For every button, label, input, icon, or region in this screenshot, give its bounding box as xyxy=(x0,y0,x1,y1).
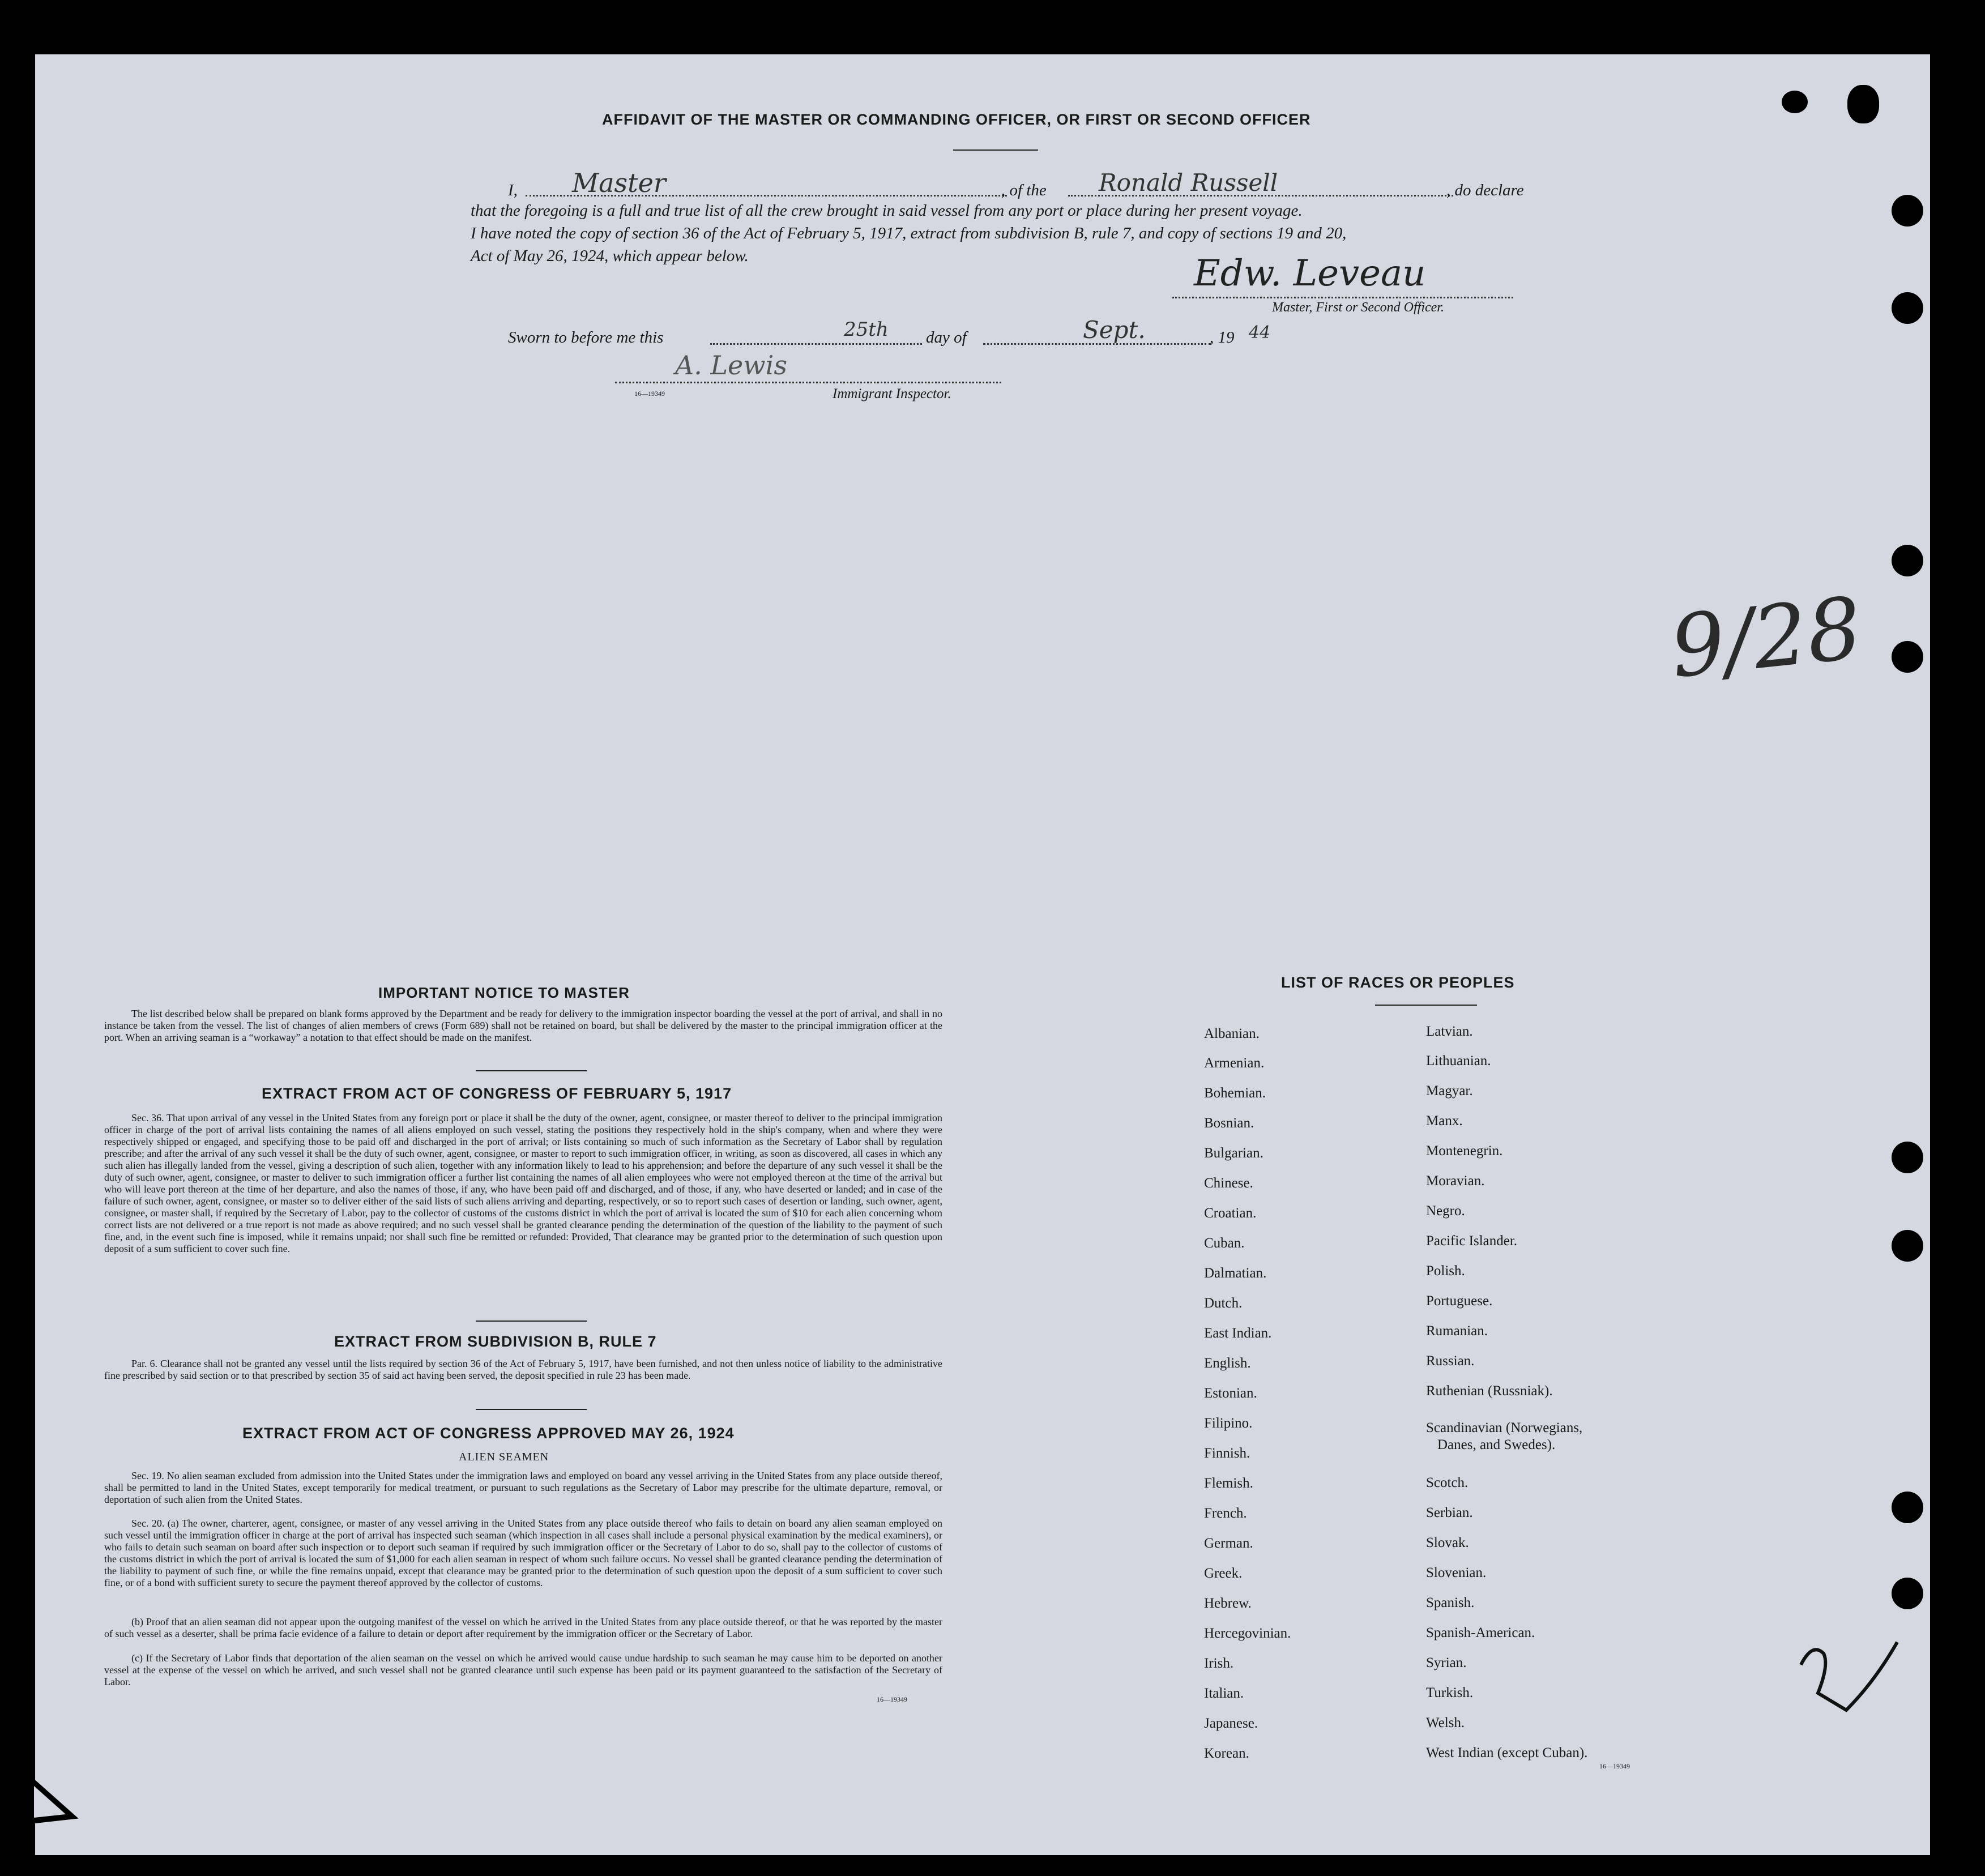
race-list-item: Slovak. xyxy=(1426,1535,1469,1550)
inspector-signature: A. Lewis xyxy=(675,350,787,381)
race-list-item: Pacific Islander. xyxy=(1426,1233,1518,1249)
race-list-item: Lithuanian. xyxy=(1426,1053,1491,1069)
punch-hole xyxy=(1892,1492,1923,1523)
race-list-item: East Indian. xyxy=(1204,1326,1272,1341)
rule7-text: Par. 6. Clearance shall not be granted any vessel until the lists required by section 36 of the Act of February 5, 1917, have been furnished, and not then unless notice of liability to the administrative fine prescribed by said section or to that prescribed by section 35 of said act having been served, the deposit specified in rule 23 has been made. xyxy=(104,1358,942,1381)
affidavit-title: AFFIDAVIT OF THE MASTER OR COMMANDING OFFICER, OR FIRST OR SECOND OFFICER xyxy=(602,111,1311,128)
year-handwritten: 44 xyxy=(1249,323,1271,343)
race-list-item: Bosnian. xyxy=(1204,1116,1254,1131)
sec20c-text: (c) If the Secretary of Labor finds that deportation of the alien seaman on the vessel on which he arrived would cause undue hardship to such seaman he may cause him to be deported on another vessel at the expense of the vessel on which he arrived, and such vessel shall not be granted clearance until such expense has been paid or its payment guaranteed to the satisfaction of the Secretary of Labor. xyxy=(104,1652,942,1687)
title-rule xyxy=(953,149,1038,151)
rule7-rule xyxy=(476,1409,587,1410)
notice-rule xyxy=(476,1070,587,1071)
notice-title: IMPORTANT NOTICE TO MASTER xyxy=(378,984,630,1001)
inspector-caption: Immigrant Inspector. xyxy=(833,386,951,401)
ink-blot xyxy=(1782,91,1808,113)
race-list-item: Polish. xyxy=(1426,1263,1465,1279)
race-list-item: Manx. xyxy=(1426,1113,1463,1129)
sec19-text: Sec. 19. No alien seaman excluded from admission into the United States under the immigration laws and employed on board any vessel arriving in the United States from any place outside thereof, shall be permitted to land in the United States, except temporarily for medical treatment, or pursuant to such regulations as the Secretary of Labor may prescribe for the ultimate departure, removal, or deportation of such alien from the United States. xyxy=(104,1470,942,1505)
i-label: I, xyxy=(508,181,518,199)
do-declare-label: , do declare xyxy=(1446,181,1524,199)
race-list-item: Spanish-American. xyxy=(1426,1625,1535,1640)
race-list-item: Scotch. xyxy=(1426,1475,1469,1490)
race-list-item: Cuban. xyxy=(1204,1236,1245,1251)
vessel-name-handwritten: Ronald Russell xyxy=(1099,169,1278,196)
race-list-item: Greek. xyxy=(1204,1566,1243,1581)
race-list-item: Estonian. xyxy=(1204,1386,1257,1401)
rule7-title: EXTRACT FROM SUBDIVISION B, RULE 7 xyxy=(334,1333,657,1350)
races-rule xyxy=(1375,1005,1477,1006)
ink-blot xyxy=(1847,85,1879,123)
officer-signature-line xyxy=(1172,297,1513,298)
race-list-item: Russian. xyxy=(1426,1353,1475,1369)
affidavit-line-2: that the foregoing is a full and true list of all the crew brought in said vessel from any port or place during her present voyage. xyxy=(471,202,1303,220)
affidavit-line-4: Act of May 26, 1924, which appear below. xyxy=(471,247,749,265)
extract-1917-rule xyxy=(476,1321,587,1322)
race-list-item: Korean. xyxy=(1204,1746,1249,1761)
race-list-item: Magyar. xyxy=(1426,1083,1473,1099)
race-list-item: Albanian. xyxy=(1204,1026,1260,1041)
officer-signature: Edw. Leveau xyxy=(1194,253,1426,294)
race-list-item: Slovenian. xyxy=(1426,1565,1487,1580)
race-list-item: Japanese. xyxy=(1204,1716,1258,1731)
race-list-item: German. xyxy=(1204,1536,1253,1551)
sworn-label: Sworn to before me this xyxy=(508,328,664,347)
race-list-item: Dutch. xyxy=(1204,1296,1243,1311)
margin-handwritten-note: 9/28 xyxy=(1666,579,1867,698)
extract-1917-title: EXTRACT FROM ACT OF CONGRESS OF FEBRUARY 5, 1917 xyxy=(262,1085,732,1102)
race-list-item: Hebrew. xyxy=(1204,1596,1252,1611)
races-form-number: 16—19349 xyxy=(1599,1762,1630,1770)
day-field xyxy=(710,343,922,345)
handwritten-check-mark xyxy=(1790,1631,1903,1733)
race-list-item: Finnish. xyxy=(1204,1446,1250,1461)
race-list-item: Bulgarian. xyxy=(1204,1146,1263,1161)
affidavit-line-3: I have noted the copy of section 36 of the Act of February 5, 1917, extract from subdivision B, rule 7, and copy of sections 19 and 20, xyxy=(471,224,1347,242)
race-list-item: French. xyxy=(1204,1506,1247,1521)
extract-1917-text: Sec. 36. That upon arrival of any vessel in the United States from any foreign port or place it shall be the duty of the owner, agent, consignee, or master thereof to deliver to the principal immigration officer in charge of the port of arrival lists containing the names of all aliens employed on such vessel, stating the positions they respectively hold in the ship's company, when and where they were respectively shipped or engaged, and specifying those to be paid off and discharged in the port of arrival; or lists containing so much of such information as the Secretary of Labor shall by regulation prescribe; and after the arrival of any such vessel it shall be the duty of such owner, agent, consignee, or master to report to such immigration officer, in writing, as soon as discovered, all cases in which any such alien has illegally landed from the vessel, giving a description of such alien, together with any information likely to lead to his apprehension; and before the departure of any such vessel it shall be the duty of such owner, agent, consignee, or master to deliver to such immigration officer a further list containing the names of all alien employees who were not employed thereon at the time of the arrival but who will leave port thereon at the time of her departure, and also the names of those, if any, who have been paid off and discharged, and of those, if any, who have deserted or landed; and in case of the failure of such owner, agent, consignee, or master so to deliver either of the said lists of such aliens arriving and departing, respectively, or so to report such cases of desertion or landing, such owner, agent, consignee, or master shall, if required by the Secretary of Labor, pay to the collector of customs of the customs district in which the port of arrival is located the sum of $10 for each alien concerning whom correct lists are not delivered or a true report is not made as above required; and no such vessel shall be granted clearance pending the determination of the question of the liability to the payment of such fine, and, in the event such fine is imposed, while it remains unpaid; nor shall such fine be remitted or refunded: Provided, That clearance may be granted prior to the determination of such question upon deposit of a sum sufficient to cover such fine. xyxy=(104,1112,942,1254)
race-list-item: Moravian. xyxy=(1426,1173,1485,1189)
extract-1924-title: EXTRACT FROM ACT OF CONGRESS APPROVED MAY 26, 1924 xyxy=(242,1425,735,1442)
punch-hole xyxy=(1892,1230,1923,1262)
sec20b-text: (b) Proof that an alien seaman did not appear upon the outgoing manifest of the vessel on which he arrived in the United States from any place outside thereof, or that he was reported by the master of such vessel as a deserter, shall be prima facie evidence of a failure to detain or deport after requirement by the immigration officer or the Secretary of Labor. xyxy=(104,1616,942,1639)
month-handwritten: Sept. xyxy=(1083,316,1146,344)
races-title: LIST OF RACES OR PEOPLES xyxy=(1281,974,1515,991)
race-list-item: Scandinavian (Norwegians, xyxy=(1426,1420,1583,1435)
race-list-item: Croatian. xyxy=(1204,1206,1257,1221)
race-list-item: Spanish. xyxy=(1426,1595,1475,1610)
race-list-item: Filipino. xyxy=(1204,1416,1253,1431)
race-list-item: Welsh. xyxy=(1426,1715,1465,1730)
extract-1924-form-number: 16—19349 xyxy=(877,1695,907,1703)
year-prefix: , 19 xyxy=(1210,328,1235,347)
race-list-item: Negro. xyxy=(1426,1203,1465,1219)
punch-hole xyxy=(1892,641,1923,673)
race-list-item: Flemish. xyxy=(1204,1476,1253,1491)
race-list-item: Armenian. xyxy=(1204,1055,1265,1071)
punch-hole xyxy=(1892,545,1923,576)
race-list-item: Ruthenian (Russniak). xyxy=(1426,1383,1553,1399)
race-list-item: Syrian. xyxy=(1426,1655,1467,1670)
master-name-handwritten: Master xyxy=(572,168,666,198)
day-handwritten: 25th xyxy=(844,318,889,341)
punch-hole xyxy=(1892,1142,1923,1173)
race-list-item: Serbian. xyxy=(1426,1505,1473,1520)
inspector-signature-line xyxy=(615,382,1001,383)
corner-mark xyxy=(19,1767,82,1829)
race-list-item: Dalmatian. xyxy=(1204,1266,1267,1281)
day-of-label: day of xyxy=(926,328,967,347)
race-list-item: Bohemian. xyxy=(1204,1086,1266,1101)
affidavit-form-number: 16—19349 xyxy=(634,390,665,398)
race-list-item: Irish. xyxy=(1204,1656,1234,1671)
race-list-item: Chinese. xyxy=(1204,1176,1253,1191)
punch-hole xyxy=(1892,292,1923,324)
race-list-item: Montenegrin. xyxy=(1426,1143,1503,1159)
race-list-item: Portuguese. xyxy=(1426,1293,1493,1309)
race-list-item: Italian. xyxy=(1204,1686,1244,1701)
notice-text: The list described below shall be prepared on blank forms approved by the Department and be ready for delivery to the immigration inspector boarding the vessel at the port of arrival, and shall in no instance be taken from the vessel. The list of changes of alien members of crews (Form 689) shall not be retained on board, but shall be delivered by the master to the principal immigration officer at the port. When an arriving seaman is a “workaway” a notation to that effect should be made on the manifest. xyxy=(104,1008,942,1043)
punch-hole xyxy=(1892,1578,1923,1609)
officer-caption: Master, First or Second Officer. xyxy=(1272,300,1444,315)
race-list-item: Turkish. xyxy=(1426,1685,1474,1700)
extract-1924-subtitle: ALIEN SEAMEN xyxy=(459,1451,549,1463)
of-the-label: , of the xyxy=(1001,181,1047,199)
race-list-item: English. xyxy=(1204,1356,1251,1371)
punch-hole xyxy=(1892,195,1923,227)
race-scandinavian-line-2: Danes, and Swedes). xyxy=(1437,1437,1556,1452)
race-list-item: Rumanian. xyxy=(1426,1323,1488,1339)
race-list-item: West Indian (except Cuban). xyxy=(1426,1745,1588,1760)
sec20a-text: Sec. 20. (a) The owner, charterer, agent, consignee, or master of any vessel arriving in the United States from any place outside thereof who fails to detain on board any alien seaman employed on such vessel until the immigration officer in charge at the port of arrival has inspected such seaman (which inspection in all cases shall include a personal physical examination by the medical examiners), or who fails to detain such seaman on board after such inspection or to deport such seaman if required by such immigration officer or the Secretary of Labor to do so, shall pay to the collector of customs of the customs district in which the port of arrival is located the sum of $1,000 for each alien seaman in respect of whom such failure occurs. No vessel shall be granted clearance pending the determination of the liability to payment of such fine, or while the fine remains unpaid, except that clearance may be granted prior to the determination of such question upon the deposit of a sum sufficient to cover such fine, or of a bond with sufficient surety to secure the payment thereof approved by the collector of customs. xyxy=(104,1518,942,1588)
race-list-item: Latvian. xyxy=(1426,1024,1473,1039)
race-list-item: Hercegovinian. xyxy=(1204,1626,1291,1641)
